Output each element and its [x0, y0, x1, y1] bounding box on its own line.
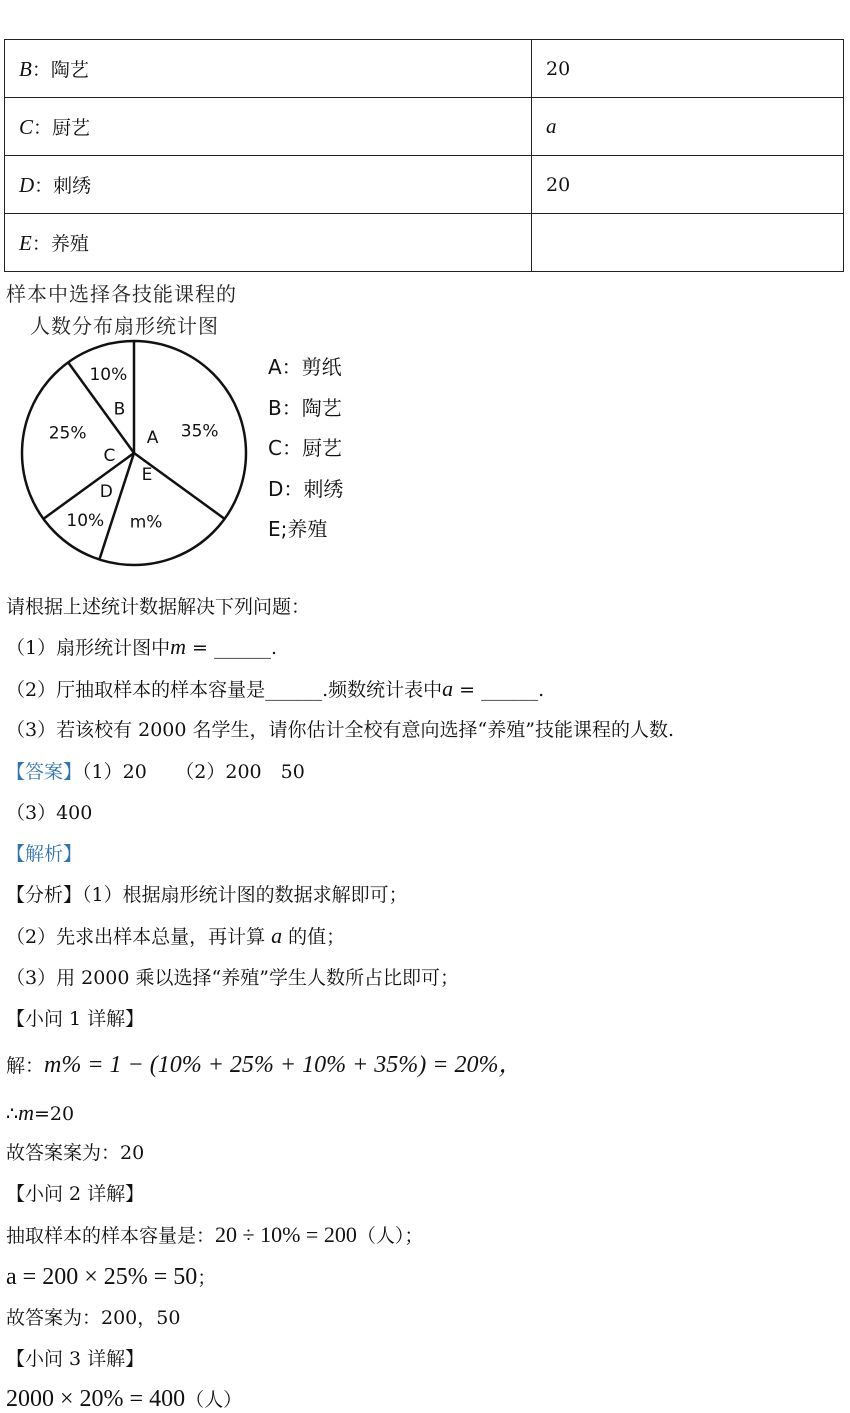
chart-title-line2: 人数分布扇形统计图 [30, 314, 219, 338]
question-1: （1）扇形统计图中m = ______. [6, 634, 278, 659]
question-3: （3）若该校有 2000 名学生，请你估计全校有意向选择“养殖”技能课程的人数. [6, 719, 674, 741]
analysis-2: （2）先求出样本总量，再计算 a 的值； [6, 923, 346, 948]
table-cell: E：养殖 [5, 214, 532, 272]
solution-1-equation: 解：m% = 1 − (10% + 25% + 10% + 35%) = 20%， [6, 1052, 523, 1078]
pie-slice-percent-d: 10% [66, 511, 105, 532]
pie-slice-edge-d [99, 453, 134, 560]
solution-1-answer: 故答案案为：20 [6, 1142, 145, 1164]
answer-line: 【答案】（1）20 （2）200 50 [6, 761, 305, 783]
legend-item-a: A：剪纸 [268, 355, 342, 379]
pie-slice-percent-a: 35% [180, 421, 219, 442]
table-row [5, 214, 844, 272]
solution-2-capacity: 抽取样本的样本容量是：20 ÷ 10% = 200（人）； [6, 1222, 424, 1247]
pie-slice-label-d: D [99, 482, 113, 503]
pie-slice-percent-c: 25% [48, 423, 87, 444]
pie-slice-percent-b: 10% [89, 365, 128, 386]
pie-slice-edge-c [43, 453, 134, 519]
table-cell [532, 214, 844, 272]
subq2-heading: 【小问 2 详解】 [6, 1183, 145, 1205]
pie-slice-percent-e: m% [129, 512, 163, 533]
pie-slice-label-a: A [146, 427, 159, 448]
legend-item-c: C：厨艺 [268, 436, 342, 460]
table-cell: B：陶艺 [5, 40, 532, 98]
subq1-heading: 【小问 1 详解】 [6, 1008, 145, 1030]
legend-item-d: D：刺绣 [268, 476, 344, 501]
table-cell: 20 [532, 40, 844, 98]
table-cell: C：厨艺 [5, 98, 532, 156]
analysis-3: （3）用 2000 乘以选择“养殖”学生人数所占比即可； [6, 967, 459, 989]
legend-item-e: E;养殖 [268, 517, 328, 541]
chart-title-line1: 样本中选择各技能课程的 [6, 282, 237, 306]
solution-2-a: a = 200 × 25% = 50； [6, 1264, 217, 1290]
subq3-heading: 【小问 3 详解】 [6, 1348, 145, 1370]
solution-3: 2000 × 20% = 400（人） [6, 1386, 243, 1412]
pie-slice-label-c: C [103, 446, 116, 467]
table-row [5, 40, 844, 98]
table-cell: 20 [532, 156, 844, 214]
legend-item-b: B：陶艺 [268, 395, 342, 420]
solution-1-therefore: ∴m=20 [6, 1100, 75, 1125]
table-row [5, 156, 844, 214]
frequency-table [4, 39, 844, 272]
table-cell: D：刺绣 [5, 156, 532, 214]
intro-text: 请根据上述统计数据解决下列问题： [6, 596, 311, 618]
chart-legend [268, 350, 343, 553]
solution-2-answer: 故答案为：200，50 [6, 1307, 181, 1329]
question-2: （2）厅抽取样本的样本容量是______.频数统计表中a = ______. [6, 676, 545, 701]
table-row [5, 98, 844, 156]
analysis-heading: 【解析】 [6, 843, 83, 865]
pie-slice-label-e: E [141, 464, 153, 485]
table-cell: a [532, 98, 844, 156]
pie-chart [10, 336, 260, 576]
pie-slice-edge-e [134, 453, 225, 519]
pie-slice-label-b: B [113, 399, 126, 420]
analysis-1: 【分析】（1）根据扇形统计图的数据求解即可； [6, 884, 408, 906]
answer-3: （3）400 [6, 802, 93, 824]
